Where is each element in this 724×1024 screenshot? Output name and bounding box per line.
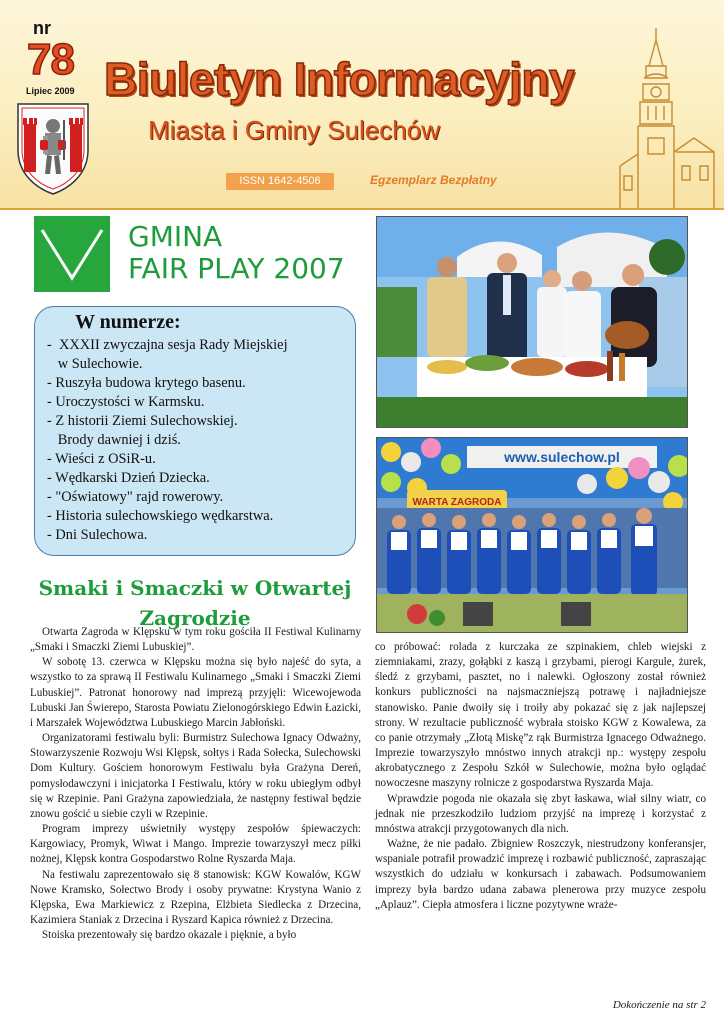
article-column-1	[30, 625, 361, 943]
paragraph: W sobotę 13. czerwca w Klępsku można się było najeść do syta, a wszystko to za sprawą II Festiwalu Kulinarnego „Smaki i Smaczki Ziemi Lubuskiej”. Patronat honorowy nad imprezą przyjęli: Wicewojewoda Lubuski Jan Świerepo, Starosta Powiatu Zielonogórskiego Edwin Łazicki, i Marszałek Województwa Lubuskiego Marcin Jabłoński.	[30, 656, 361, 729]
in-this-issue-list	[47, 336, 288, 545]
list-item: w Sulechowie.	[47, 356, 143, 372]
fair-play-line-1: GMINA	[128, 220, 223, 253]
free-copy-label: Egzemplarz Bezpłatny	[370, 173, 497, 187]
list-item: - Ruszyła budowa krytego basenu.	[47, 375, 246, 391]
paragraph: Ważne, że nie padało. Zbigniew Roszczyk, niestrudzony konferansjer, wspaniale potrafił prowadzić imprezę i rozbawić publiczność, zapraszając wszystkich do udziału w konkursach i zabawach. Podsumowaniem imprezy była bardzo udana zabawa plenerowa przy muzyce zespołu „Aplauz”. Ciepła atmosfera i liczne pozytywne wraże-	[375, 838, 706, 911]
in-this-issue-box	[34, 306, 356, 556]
paragraph: Otwarta Zagroda w Klępsku w tym roku gościła II Festiwal Kulinarny „Smaki i Smaczki Ziemi Lubuskiej”.	[30, 626, 361, 654]
issue-date: Lipiec 2009	[26, 86, 75, 96]
list-item: - Wędkarski Dzień Dziecka.	[47, 470, 210, 486]
list-item: - XXXII zwyczajna sesja Rady Miejskiej	[47, 337, 288, 353]
paragraph: Program imprezy uświetniły występy zespołów śpiewaczych: Kargowiacy, Promyk, Wiwat i Mango. Imprezie towarzyszył mecz piłki nożnej, Klępsk kontra Gospodarstwo Rolne Ryszarda Maja.	[30, 823, 361, 866]
list-item: Brody dawniej i dziś.	[47, 432, 181, 448]
fair-play-check-logo-icon	[34, 216, 110, 292]
paragraph: Stoiska prezentowały się bardzo okazale i pięknie, a było	[42, 929, 297, 942]
list-item: - Uroczystości w Karmsku.	[47, 394, 205, 410]
festival-food-stand-photo	[376, 216, 688, 428]
newsletter-subtitle: Miasta i Gminy Sulechów	[148, 115, 440, 145]
issn-badge: ISSN 1642-4506	[226, 173, 334, 190]
in-this-issue-heading: W numerze:	[75, 311, 181, 333]
article-column-2	[375, 640, 706, 913]
sulechow-coat-of-arms-icon	[14, 100, 92, 196]
paragraph: co próbować: rolada z kurczaka ze szpinakiem, chleb wiejski z ziemniakami, zrazy, gołąbki z kaszą i grzybami, pierogi Kargule, żurek, śledź z grzybami, pasztet, no i nalewki. Ogłoszony został również konkurs publiczności na najsmaczniejszą potrawę i najładniejsze stanowisko. Panie dwoiły się i troiły aby pokazać się z jak najlepszej strony. W rezultacie publiczność wybrała stoisko KGW z Kowalewa, za co panie otrzymały „Złotą Miskę”z rąk Burmistrza Ignacego Odważnego. Imprezie towarzyszyło mnóstwo innych atrakcji np.: występy zespołu akrobatycznego z Zespołu Szkół w Sulechowie, można było oglądać nowoczesne maszyny rolnicze z gospodarstwa Ryszarda Maja.	[375, 641, 706, 790]
sign-text: WARTA ZAGRODA	[412, 497, 502, 508]
paragraph: Na festiwalu zaprezentowało się 8 stanowisk: KGW Kowalów, KGW Nowe Kramsko, Sołectwo Brody i osoby prywatne: Krystyna Wanio z Klępska, Ewa Markiewicz z Rzepina, Elżbieta Siedlecka z Drzecina, Kazimiera Staniak z Drzecina i Ryszard Kapica również z Drzecina.	[30, 868, 361, 926]
list-item: - Dni Sulechowa.	[47, 527, 148, 543]
article-title: Smaki i Smaczki w Otwartej Zagrodzie	[38, 575, 352, 630]
town-hall-tower-icon	[618, 26, 718, 208]
list-item: - "Oświatowy" rajd rowerowy.	[47, 489, 224, 505]
list-item: - Wieści z OSiR-u.	[47, 451, 156, 467]
banner-text: www.sulechow.pl	[504, 449, 620, 465]
newsletter-title: Biuletyn Informacyjny	[104, 53, 575, 105]
issue-number: 78	[27, 35, 74, 84]
singing-group-photo	[376, 437, 688, 633]
paragraph: Wprawdzie pogoda nie okazała się zbyt łaskawa, wiał silny wiatr, co jednak nie przeszkodziło ludziom przyjść na imprezę i korzystać z mnóstwa atrakcji przygotowanych dla nich.	[375, 792, 706, 835]
fair-play-line-2: FAIR PLAY 2007	[128, 252, 345, 285]
continued-on-page-note: Dokończenie na str 2	[612, 999, 706, 1011]
issue-nr-label: nr	[33, 18, 51, 38]
masthead	[0, 0, 724, 210]
paragraph: Organizatorami festiwalu byli: Burmistrz Sulechowa Ignacy Odważny, Stowarzyszenie Rozwoju Wsi Klępsk, sołtys i Rada Sołecka, Sulechowski Dom Kultury. Gościem honorowym Festiwalu była Grażyna Dereń, pomysłodawczyni i inicjatorka I Festiwalu, który w roku ubiegłym odbył się w Rzepinie. Pani Grażyna zapowiedziała, że następny festiwal będzie znowu gościć u siebie czyli w Rzepinie.	[30, 732, 361, 820]
list-item: - Historia sulechowskiego wędkarstwa.	[47, 508, 274, 524]
list-item: - Z historii Ziemi Sulechowskiej.	[47, 413, 238, 429]
